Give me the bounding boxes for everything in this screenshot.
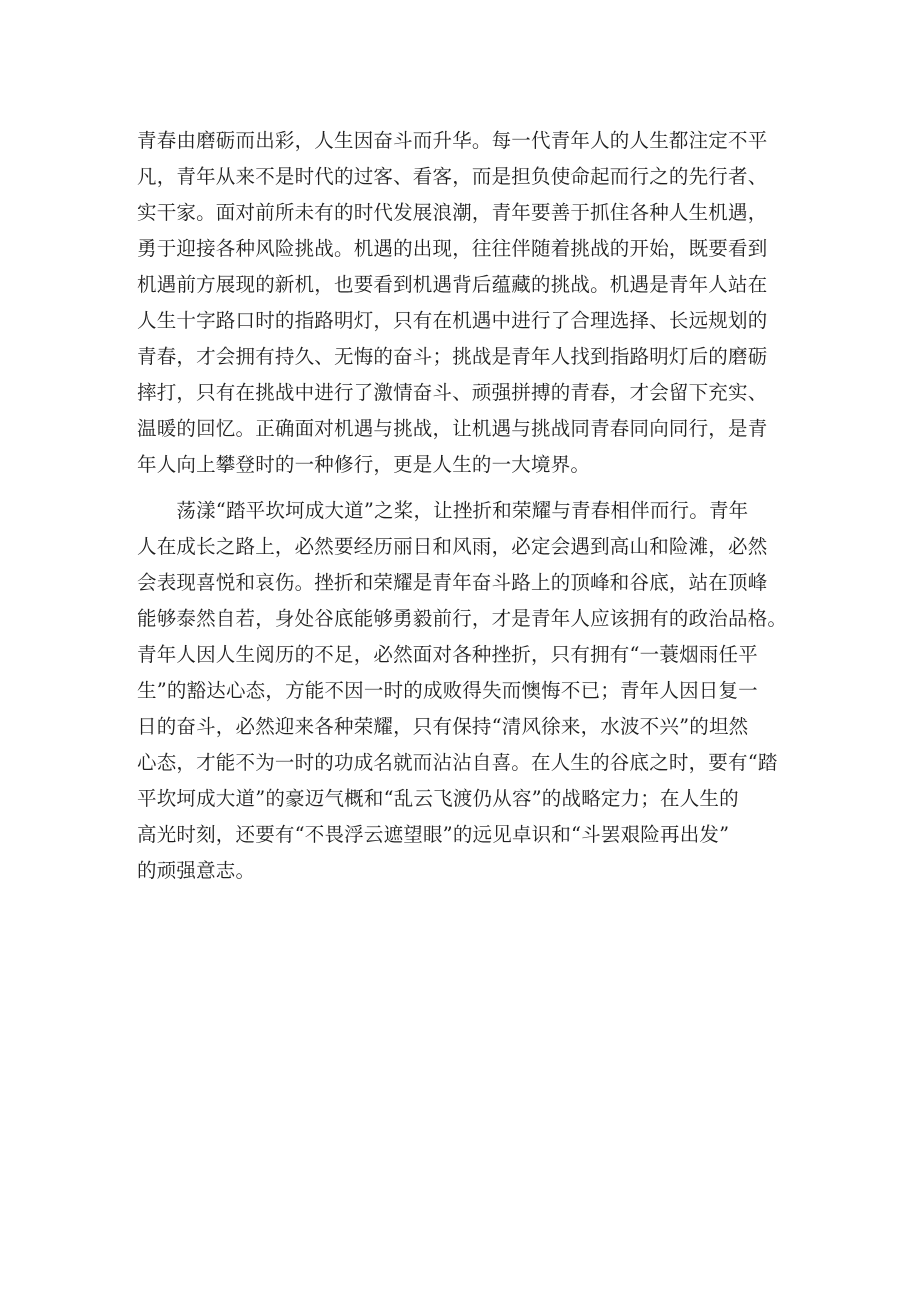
- text-line: 平坎坷成大道”的豪迈气概和“乱云飞渡仍从容”的战略定力；在人生的: [137, 787, 739, 810]
- text-line: 青春，才会拥有持久、无悔的奋斗；挑战是青年人找到指路明灯后的磨砺: [137, 345, 768, 368]
- text-line: 青春由磨砺而出彩，人生因奋斗而升华。每一代青年人的人生都注定不平: [137, 129, 768, 152]
- text-line: 高光时刻，还要有“不畏浮云遮望眼”的远见卓识和“斗罢艰险再出发”: [137, 823, 730, 846]
- text-line: 的顽强意志。: [137, 859, 256, 882]
- text-line: 凡，青年从来不是时代的过客、看客，而是担负使命起而行之的先行者、: [137, 165, 768, 188]
- text-line: 人生十字路口时的指路明灯，只有在机遇中进行了合理选择、长远规划的: [137, 309, 768, 332]
- text-line: 心态，才能不为一时的功成名就而沾沾自喜。在人生的谷底之时，要有“踏: [137, 751, 778, 774]
- paragraph-1: [137, 123, 817, 483]
- text-line: 年人向上攀登时的一种修行，更是人生的一大境界。: [137, 453, 591, 476]
- text-line: 荡漾“踏平坎坷成大道”之桨，让挫折和荣耀与青春相伴而行。青年: [137, 499, 749, 522]
- text-line: 实干家。面对前所未有的时代发展浪潮，青年要善于抓住各种人生机遇，: [137, 201, 768, 224]
- document-body: [137, 123, 817, 889]
- text-line: 会表现喜悦和哀伤。挫折和荣耀是青年奋斗路上的顶峰和谷底，站在顶峰: [137, 571, 768, 594]
- paragraph-2: [137, 493, 817, 889]
- text-line: 能够泰然自若，身处谷底能够勇毅前行，才是青年人应该拥有的政治品格。: [137, 607, 788, 630]
- text-line: 温暖的回忆。正确面对机遇与挑战，让机遇与挑战同青春同向同行，是青: [137, 417, 768, 440]
- text-line: 人在成长之路上，必然要经历丽日和风雨，必定会遇到高山和险滩，必然: [137, 535, 768, 558]
- text-line: 生”的豁达心态，方能不因一时的成败得失而懊悔不已；青年人因日复一: [137, 679, 758, 702]
- text-line: 摔打，只有在挑战中进行了激情奋斗、顽强拼搏的青春，才会留下充实、: [137, 381, 768, 404]
- text-line: 机遇前方展现的新机，也要看到机遇背后蕴藏的挑战。机遇是青年人站在: [137, 273, 768, 296]
- text-line: 勇于迎接各种风险挑战。机遇的出现，往往伴随着挑战的开始，既要看到: [137, 237, 768, 260]
- text-line: 青年人因人生阅历的不足，必然面对各种挫折，只有拥有“一蓑烟雨任平: [137, 643, 758, 666]
- text-line: 日的奋斗，必然迎来各种荣耀，只有保持“清风徐来，水波不兴”的坦然: [137, 715, 749, 738]
- paragraph-spacer: [137, 483, 817, 493]
